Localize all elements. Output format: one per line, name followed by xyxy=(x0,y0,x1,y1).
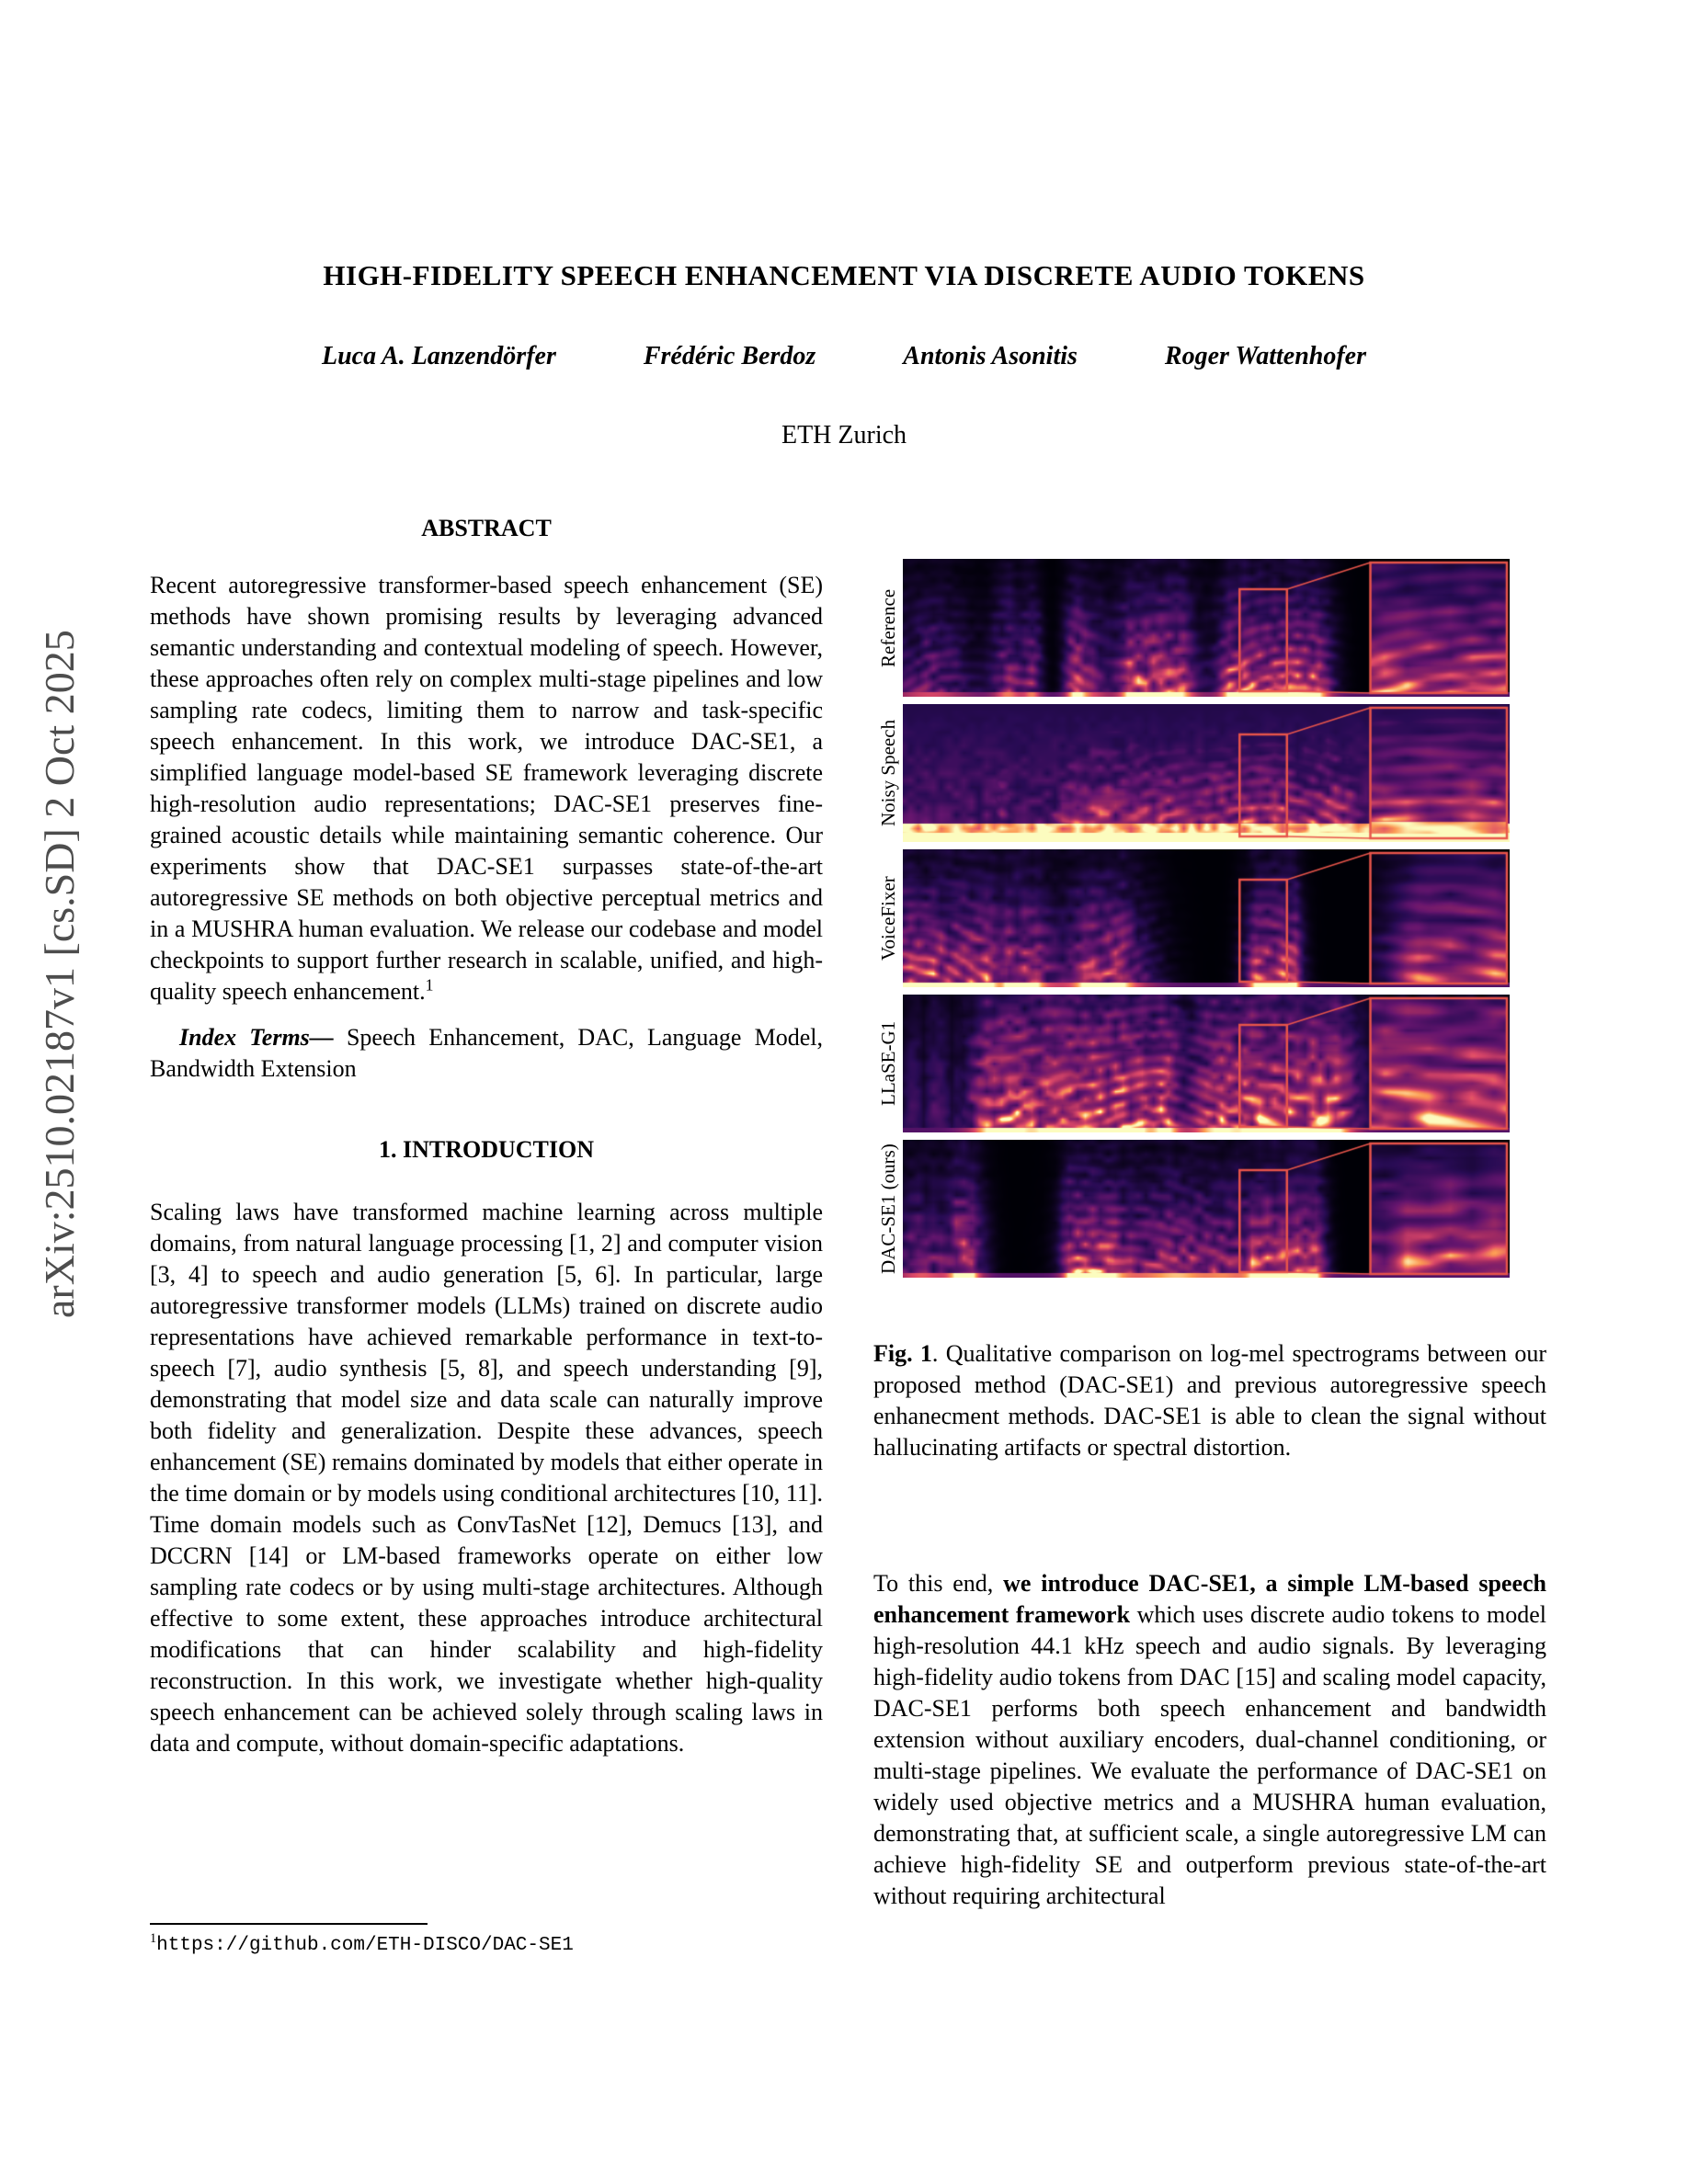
paper-title: HIGH-FIDELITY SPEECH ENHANCEMENT VIA DISCRETE AUDIO TOKENS xyxy=(323,259,1365,291)
spectrogram-row-voicefixer xyxy=(873,849,1546,987)
left-column xyxy=(150,515,823,1759)
author: Roger Wattenhofer xyxy=(1164,342,1366,370)
figure-1-caption xyxy=(873,1338,1546,1463)
spectrogram-label: DAC-SE1 (ours) xyxy=(877,1143,899,1274)
introduction-continuation xyxy=(873,1568,1546,1912)
affiliation: ETH Zurich xyxy=(781,421,907,449)
continuation-prefix: To this end, xyxy=(873,1570,1004,1597)
footnote-rule xyxy=(150,1923,428,1925)
abstract-heading: ABSTRACT xyxy=(421,515,552,541)
continuation-bold: we introduce DAC-SE1, a simple LM-based speech enhancement framework xyxy=(873,1570,1546,1628)
footnote-text xyxy=(150,1932,823,1956)
author: Antonis Asonitis xyxy=(903,342,1078,370)
index-terms xyxy=(150,1022,823,1085)
author: Frédéric Berdoz xyxy=(643,342,816,370)
footnote xyxy=(150,1923,823,1956)
abstract-text xyxy=(150,570,823,1007)
introduction-paragraph: Scaling laws have transformed machine learning across multiple domains, from natural language processing [1, 2] and computer vision [3, 4] to speech and audio generation [5, 6]. In particular, large autoregressive transformer models (LLMs) trained on discrete audio representations have achieved remarkable performance in text-to-speech [7], audio synthesis [5, 8], and speech understanding [9], demonstrating that model size and data scale can naturally improve both fidelity and generalization. Despite these advances, speech enhancement (SE) remains dominated by models that either operate in the time domain or by models using conditional architectures [10, 11]. Time domain models such as ConvTasNet [12], Demucs [13], and DCCRN [14] or LM-based frameworks operate on either low sampling rate codecs or by using multi-stage architectures. Although effective to some extent, these approaches introduce architectural modifications that can hinder scalability and high-fidelity reconstruction. In this work, we investigate whether high-quality speech enhancement can be achieved solely through scaling laws in data and compute, without domain-specific adaptations. xyxy=(150,1199,823,1757)
index-terms-text: Speech Enhancement, DAC, Language Model, Bandwidth Extension xyxy=(150,1024,823,1082)
footnote-marker: 1 xyxy=(150,1931,157,1946)
author: Luca A. Lanzendörfer xyxy=(321,342,556,370)
figure-caption-label: Fig. 1 xyxy=(873,1340,932,1367)
spectrogram-row-dac-se1-ours xyxy=(873,1140,1546,1278)
abstract-body: Recent autoregressive transformer-based speech enhancement (SE) methods have shown promising results by leveraging advanced semantic understanding and contextual modeling of speech. However, these approaches often rely on complex multi-stage pipelines and low sampling rate codecs, limiting them to narrow and task-specific speech enhancement. In this work, we introduce DAC-SE1, a simplified language model-based SE framework leveraging discrete high-resolution audio representations; DAC-SE1 preserves fine-grained acoustic details while maintaining semantic coherence. Our experiments show that DAC-SE1 surpasses state-of-the-art autoregressive SE methods on both objective perceptual metrics and in a MUSHRA human evaluation. We release our codebase and model checkpoints to support further research in scalable, unified, and high-quality speech enhancement. xyxy=(150,572,823,1005)
index-terms-label: Index Terms— xyxy=(179,1024,334,1051)
spectrogram-label: Reference xyxy=(877,588,899,667)
spectrogram-reference xyxy=(903,559,1510,697)
section-1-heading: 1. INTRODUCTION xyxy=(378,1136,595,1163)
spectrogram-dac-se1-ours xyxy=(903,1140,1510,1278)
spectrogram-label: VoiceFixer xyxy=(877,876,899,961)
spectrogram-label: LLaSE-G1 xyxy=(877,1020,899,1107)
spectrogram-row-llase-g1 xyxy=(873,995,1546,1132)
arxiv-sidebar-banner: arXiv:2510.02187v1 [cs.SD] 2 Oct 2025 xyxy=(36,630,83,1319)
github-link[interactable]: https://github.com/ETH-DISCO/DAC-SE1 xyxy=(156,1935,574,1956)
spectrogram-voicefixer xyxy=(903,849,1510,987)
spectrogram-noisy-speech xyxy=(903,704,1510,842)
right-column xyxy=(873,559,1546,1912)
spectrogram-row-reference xyxy=(873,559,1546,697)
footnote-reference: 1 xyxy=(425,975,434,995)
spectrogram-label: Noisy Speech xyxy=(877,719,899,827)
author-list xyxy=(147,342,1541,371)
spectrogram-row-noisy-speech xyxy=(873,704,1546,842)
figure-caption-text: . Qualitative comparison on log-mel spectrograms between our proposed method (DAC-SE1) and previous autoregressive speech enhanecment methods. DAC-SE1 is able to clean the signal without hallucinating artifacts or spectral distortion. xyxy=(873,1340,1547,1461)
continuation-rest: which uses discrete audio tokens to model high-resolution 44.1 kHz speech and audio signals. By leveraging high-fidelity audio tokens from DAC [15] and scaling model capacity, DAC-SE1 performs both speech enhancement and bandwidth extension without auxiliary encoders, dual-channel conditioning, or multi-stage pipelines. We evaluate the performance of DAC-SE1 on widely used objective metrics and a MUSHRA human evaluation, demonstrating that, at sufficient scale, a single autoregressive LM can achieve high-fidelity SE and outperform previous state-of-the-art without requiring architectural xyxy=(873,1601,1546,1909)
figure-1 xyxy=(873,559,1546,1463)
spectrogram-dac-se1-llase xyxy=(903,995,1510,1132)
